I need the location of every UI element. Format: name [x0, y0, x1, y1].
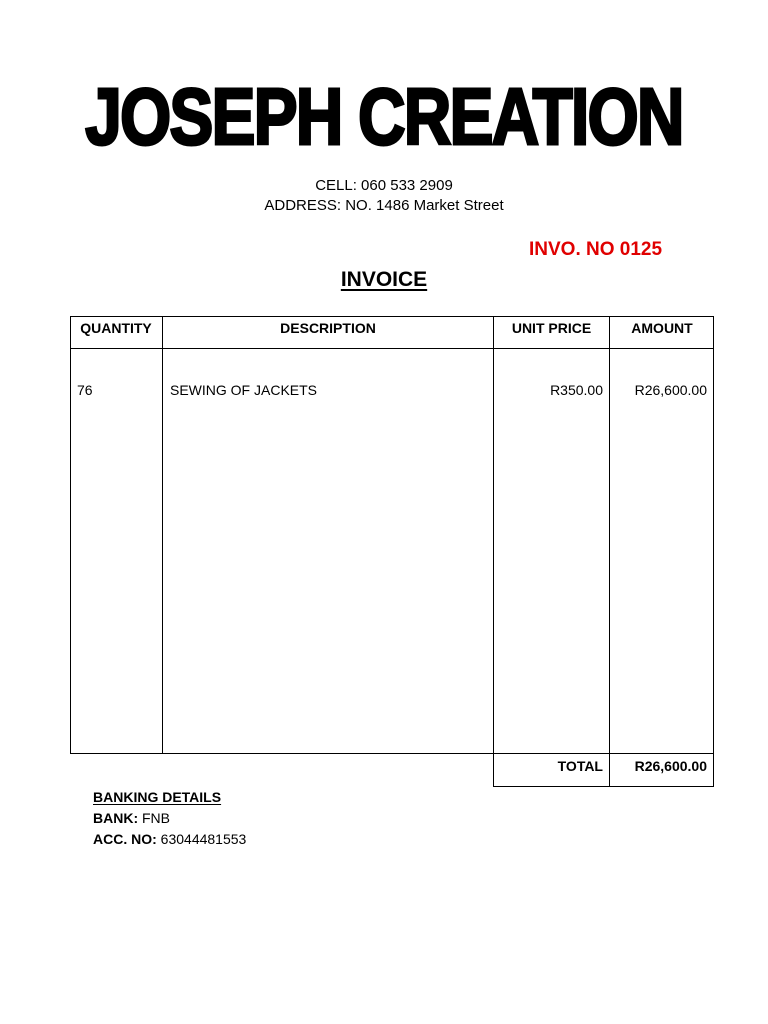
banking-account [93, 829, 246, 849]
table-divider-quantity [162, 316, 163, 754]
invoice-title: INVOICE [340, 268, 428, 291]
invoice-number: INVO. NO 0125 [529, 239, 663, 260]
row-quantity: 76 [77, 382, 93, 398]
account-label: ACC. NO: [93, 831, 157, 847]
banking-bank [93, 808, 170, 828]
total-label: TOTAL [557, 758, 603, 774]
header-description: DESCRIPTION [280, 320, 376, 336]
total-value: R26,600.00 [634, 758, 707, 774]
table-header-divider [70, 348, 714, 349]
header-quantity: QUANTITY [80, 320, 152, 336]
bank-label: BANK: [93, 810, 139, 826]
banking-heading: BANKING DETAILS [93, 789, 222, 805]
row-description: SEWING OF JACKETS [170, 382, 318, 398]
company-cell: CELL: 060 533 2909 [315, 177, 453, 194]
header-amount: AMOUNT [631, 320, 693, 336]
row-unit-price: R350.00 [550, 382, 603, 398]
company-name: JOSEPH CREATION [85, 72, 683, 161]
header-unit-price: UNIT PRICE [511, 320, 592, 336]
account-value: 63044481553 [160, 831, 247, 847]
bank-value: FNB [142, 810, 170, 826]
row-amount: R26,600.00 [634, 382, 707, 398]
company-address: ADDRESS: NO. 1486 Market Street [264, 197, 504, 214]
